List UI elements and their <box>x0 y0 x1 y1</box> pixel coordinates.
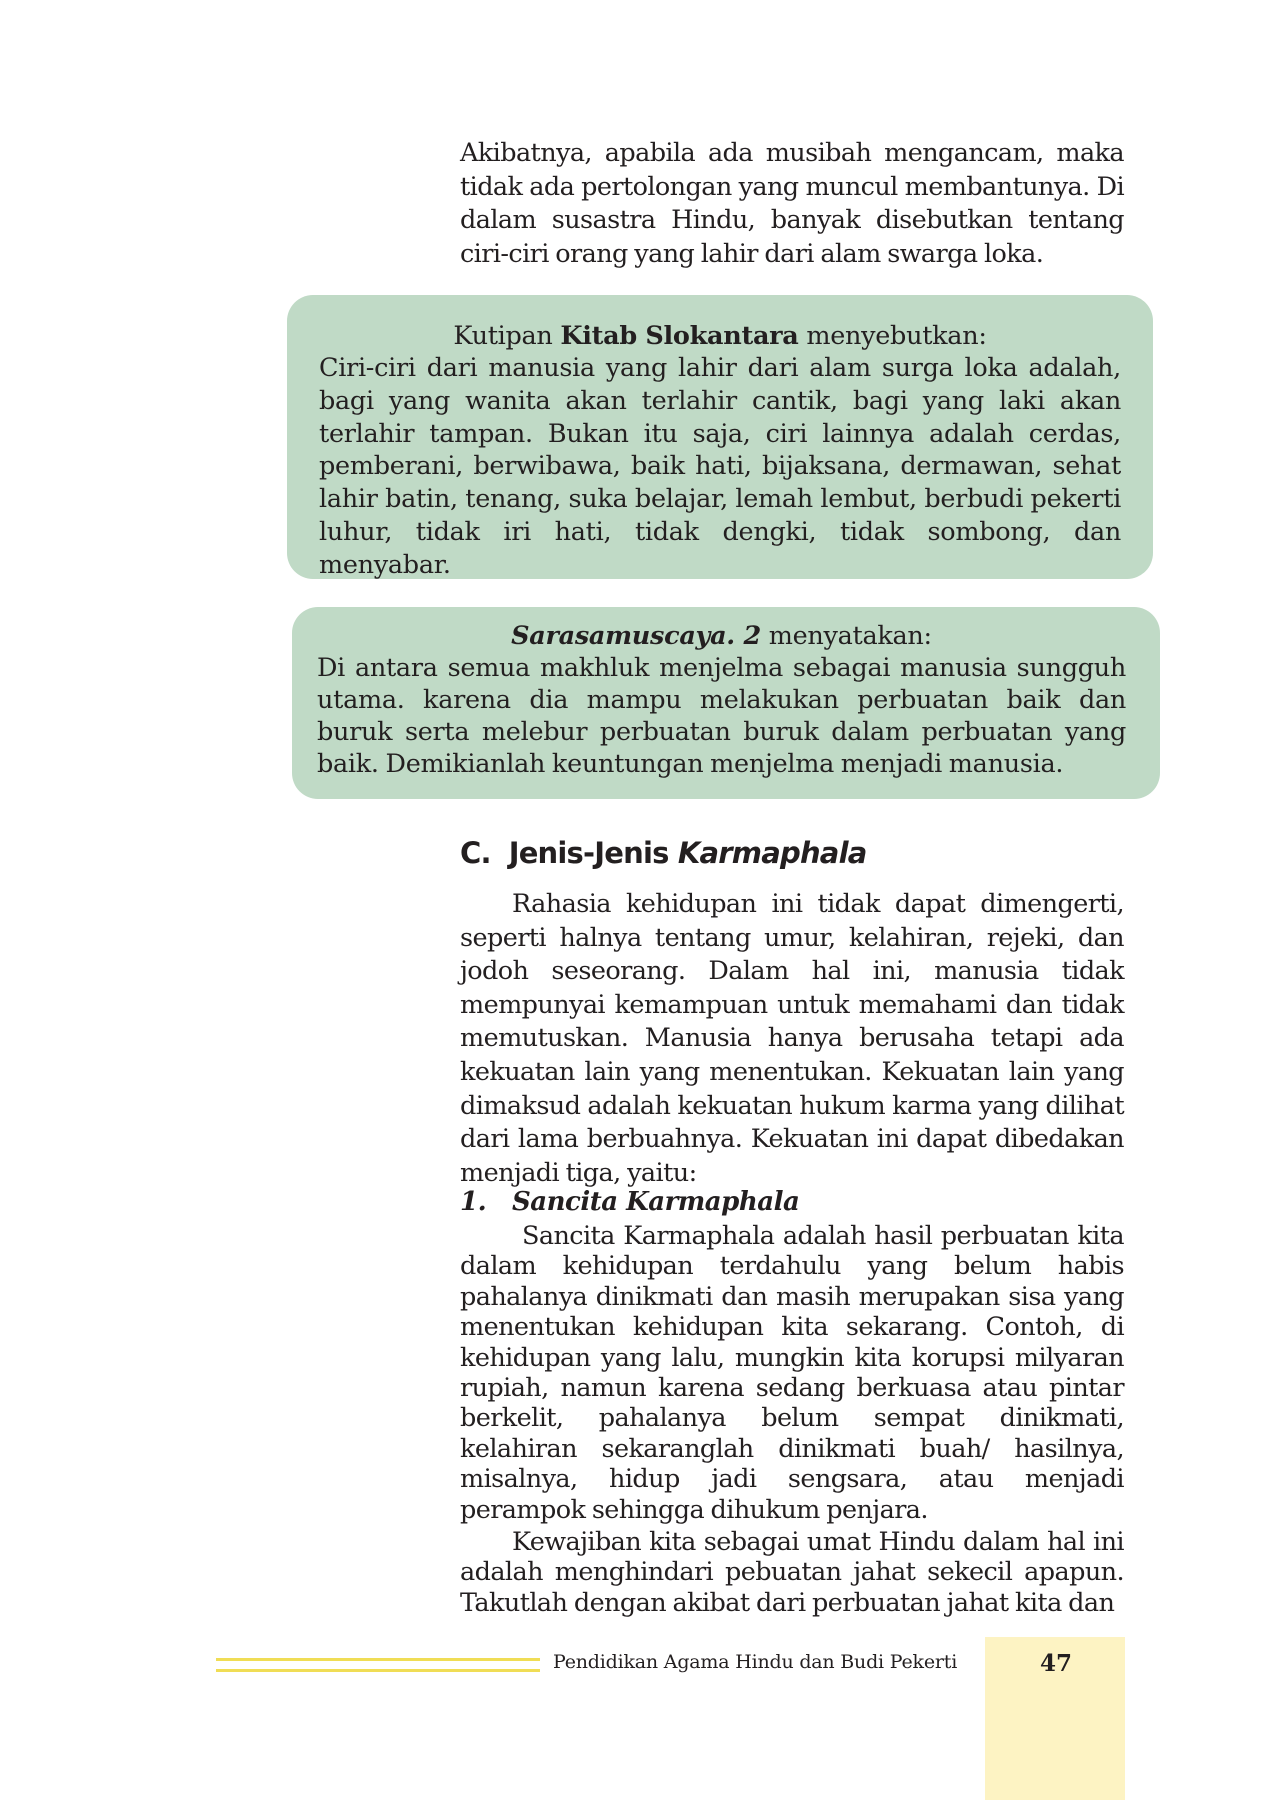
section-body <box>460 888 1124 1190</box>
section-title-italic: Karmaphala <box>677 836 867 870</box>
quote-heading-prefix: Kutipan <box>453 321 561 351</box>
quote-text: Di antara semua makhluk menjelma sebagai manusia sungguh utama. karena dia mampu melakukan perbuatan baik dan buruk serta melebur perbuatan buruk dalam perbuatan yang baik. Demikianlah keuntungan menjelma menjadi manusia. <box>317 653 1126 779</box>
subsection-body <box>460 1221 1124 1618</box>
section-paragraph: Rahasia kehidupan ini tidak dapat dimengerti, seperti halnya tentang umur, kelahiran, rejeki, dan jodoh seseorang. Dalam hal ini, manusia tidak mempunyai kemampuan untuk memahami dan tidak memutuskan. Manusia hanya berusaha tetapi ada kekuatan lain yang menentukan. Kekuatan lain yang dimaksud adalah kekuatan hukum karma yang dilihat dari lama berbuahnya. Kekuatan ini dapat dibedakan menjadi tiga, yaitu: <box>460 889 1124 1188</box>
quote-heading <box>317 620 1126 652</box>
quote-source: Kitab Slokantara <box>560 321 799 351</box>
quote-text: Ciri-ciri dari manusia yang lahir dari alam surga loka adalah, bagi yang wanita akan terlahir cantik, bagi yang laki akan terlahir tampan. Bukan itu saja, ciri lainnya adalah cerdas, pemberani, berwibawa, baik hati, bijaksana, dermawan, sehat lahir batin, tenang, suka belajar, lemah lembut, berbudi pekerti luhur, tidak iri hati, tidak dengki, tidak sombong, dan menyabar. <box>319 353 1121 580</box>
quote-heading-suffix: menyatakan: <box>760 621 932 651</box>
page-number: 47 <box>1040 1650 1073 1677</box>
quote-source: Sarasamuscaya. 2 <box>511 621 761 651</box>
quote-heading <box>319 320 1121 352</box>
intro-paragraph: Akibatnya, apabila ada musibah mengancam, maka tidak ada pertolongan yang muncul membantunya. Di dalam susastra Hindu, banyak disebutkan tentang ciri-ciri orang yang lahir dari alam swarga loka. <box>460 138 1124 269</box>
section-heading <box>460 836 866 870</box>
section-title-plain: Jenis-Jenis <box>508 836 678 870</box>
subsection-number: 1. <box>460 1187 487 1217</box>
subsection-heading <box>460 1187 799 1217</box>
quote-box-slokantara <box>287 295 1153 579</box>
quote-heading-suffix: menyebutkan: <box>798 321 987 351</box>
subsection-paragraph-1: Sancita Karmaphala adalah hasil perbuatan kita dalam kehidupan terdahulu yang belum habis pahalanya dinikmati dan masih merupakan sisa yang menentukan kehidupan kita sekarang. Contoh, di kehidupan yang lalu, mungkin kita korupsi milyaran rupiah, namun karena sedang berkuasa atau pintar berkelit, pahalanya belum sempat dinikmati, kelahiran sekaranglah dinikmati buah/ hasilnya, misalnya, hidup jadi sengsara, atau menjadi perampok sehingga dihukum penjara. <box>460 1221 1124 1525</box>
subsection-title: Sancita Karmaphala <box>512 1187 800 1217</box>
footer-rule <box>216 1669 540 1672</box>
section-number: C. <box>460 836 491 870</box>
subsection-paragraph-2: Kewajiban kita sebagai umat Hindu dalam hal ini adalah menghindari pebuatan jahat sekecil apapun. Takutlah dengan akibat dari perbuatan jahat kita dan <box>460 1527 1124 1618</box>
footer-book-title: Pendidikan Agama Hindu dan Budi Pekerti <box>553 1651 958 1673</box>
footer-rule <box>216 1658 540 1661</box>
quote-box-sarasamuscaya <box>292 607 1160 799</box>
